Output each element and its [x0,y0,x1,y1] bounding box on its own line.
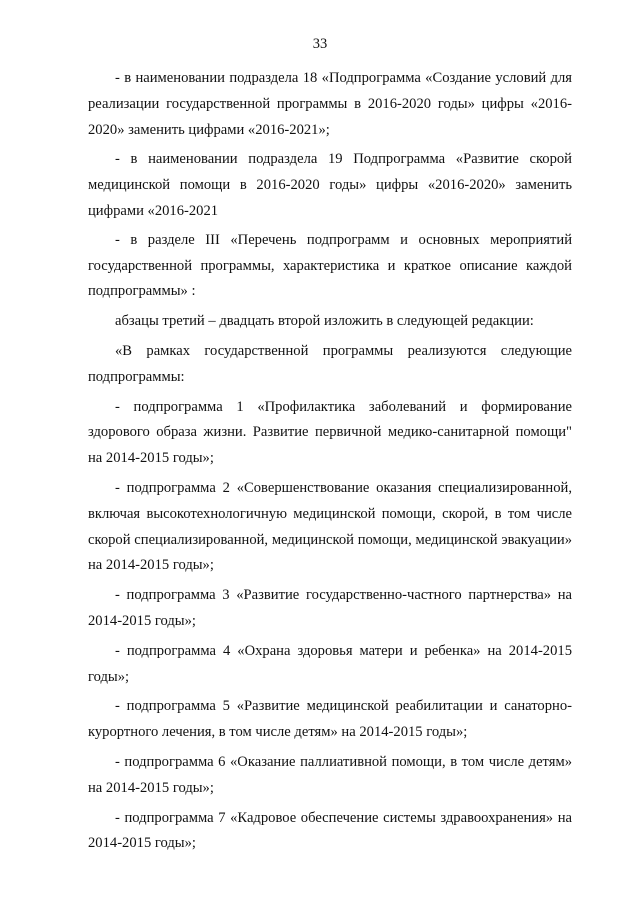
paragraph-subsection-19: - в наименовании подраздела 19 Подпрограмма «Развитие скорой медицинской помощи в 2016-2020 годы» цифры «2016-2020» заменить цифрами «2016-2021 [88,151,572,219]
paragraph-subprograms-intro: «В рамках государственной программы реализуются следующие подпрограммы: [88,342,572,385]
document-body [88,66,572,857]
page-number: 33 [312,36,328,52]
paragraph-subsection-18: - в наименовании подраздела 18 «Подпрограмма «Создание условий для реализации государственной программы в 2016-2020 годы» цифры «2016-2020» заменить цифрами «2016-2021»; [88,70,572,138]
list-item-subprogram-5: - подпрограмма 5 «Развитие медицинской реабилитации и санаторно-курортного лечения, в том числе детям» на 2014-2015 годы»; [88,698,572,741]
list-item-subprogram-1: - подпрограмма 1 «Профилактика заболеваний и формирование здорового образа жизни. Развитие первичной медико-санитарной помощи" на 2014-2015 годы»; [88,398,572,467]
list-item-subprogram-4: - подпрограмма 4 «Охрана здоровья матери и ребенка» на 2014-2015 годы»; [88,642,572,685]
list-item-subprogram-3: - подпрограмма 3 «Развитие государственно-частного партнерства» на 2014-2015 годы»; [88,587,572,629]
list-item-subprogram-2: - подпрограмма 2 «Совершенствование оказания специализированной, включая высокотехнологичную медицинской помощи, скорой, в том числе скорой специализированной, медицинской помощи, медицинской эвакуации» на 2014-2015 годы»; [88,479,572,574]
paragraph-section-3: - в разделе III «Перечень подпрограмм и основных мероприятий государственной программы, характеристика и краткое описание каждой подпрограммы» : [88,231,572,300]
list-item-subprogram-7: - подпрограмма 7 «Кадровое обеспечение системы здравоохранения» на 2014-2015 годы»; [88,809,572,852]
list-item-subprogram-6: - подпрограмма 6 «Оказание паллиативной помощи, в том числе детям» на 2014-2015 годы»; [88,753,572,796]
paragraph-edit-instruction: абзацы третий – двадцать второй изложить в следующей редакции: [115,313,534,330]
